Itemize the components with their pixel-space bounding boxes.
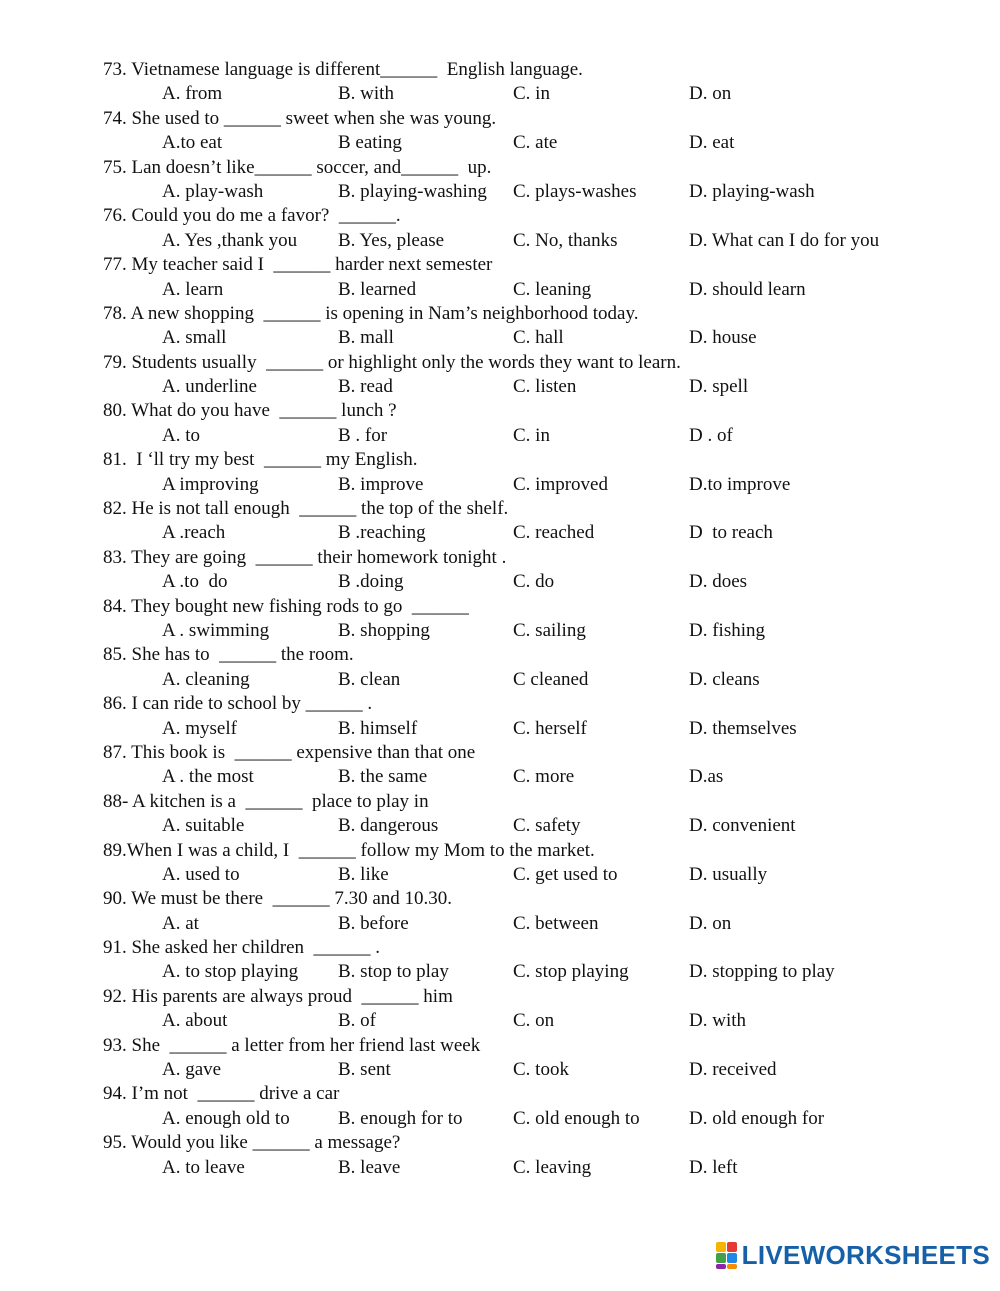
answer-option[interactable]: A. enough old to (162, 1107, 290, 1129)
logo-tile (727, 1253, 737, 1263)
answer-option[interactable]: D. fishing (689, 619, 765, 641)
answer-option[interactable]: B . for (338, 424, 388, 446)
answer-option[interactable]: C. No, thanks (513, 229, 618, 251)
brand-name: LIVEWORKSHEETS (741, 1239, 990, 1270)
answer-option[interactable]: C. safety (513, 815, 581, 837)
answer-option[interactable]: A. myself (162, 717, 237, 739)
answer-option[interactable]: D. left (689, 1156, 738, 1178)
answer-option[interactable]: B. mall (338, 327, 394, 349)
logo-tile (727, 1264, 737, 1269)
answer-option[interactable]: B. improve (338, 473, 424, 495)
question-stem: 92. His parents are always proud ______ him (103, 985, 453, 1007)
answer-options (0, 717, 1000, 741)
answer-option[interactable]: B. dangerous (338, 815, 439, 837)
answer-option[interactable]: D. old enough for (689, 1107, 825, 1129)
answer-option[interactable]: D. convenient (689, 815, 796, 837)
answer-option[interactable]: A. suitable (162, 815, 245, 837)
answer-option[interactable]: B. read (338, 376, 393, 398)
question-stem: 85. She has to ______ the room. (103, 644, 354, 666)
answer-option[interactable]: D. What can I do for you (689, 229, 880, 251)
answer-options (0, 326, 1000, 350)
answer-option[interactable]: C. listen (513, 376, 577, 398)
answer-options (0, 473, 1000, 497)
liveworksheets-logo-icon (716, 1242, 737, 1269)
answer-option[interactable]: D. does (689, 571, 748, 593)
answer-option[interactable]: A. to stop playing (162, 961, 299, 983)
answer-option[interactable]: C. do (513, 571, 555, 593)
answer-option[interactable]: C. get used to (513, 863, 618, 885)
answer-option[interactable]: A. to leave (162, 1156, 245, 1178)
answer-option[interactable]: D. house (689, 327, 757, 349)
answer-option[interactable]: A . the most (162, 766, 254, 788)
logo-tile (727, 1242, 737, 1252)
answer-options (0, 1107, 1000, 1131)
answer-option[interactable]: C. plays-washes (513, 180, 637, 202)
answer-option[interactable]: C. on (513, 1010, 555, 1032)
answer-option[interactable]: A .to do (162, 571, 228, 593)
question-stem: 83. They are going ______ their homework tonight . (103, 546, 507, 568)
answer-option[interactable]: C. took (513, 1059, 569, 1081)
question-stem: 75. Lan doesn’t like______ soccer, and______ up. (103, 156, 492, 178)
answer-option[interactable]: C. stop playing (513, 961, 629, 983)
question-stem: 81. I ‘ll try my best ______ my English. (103, 449, 418, 471)
question-stem: 87. This book is ______ expensive than that one (103, 741, 476, 763)
question-stem: 79. Students usually ______ or highlight only the words they want to learn. (103, 351, 681, 373)
answer-options (0, 424, 1000, 448)
answer-option[interactable]: B .doing (338, 571, 404, 593)
question-stem: 94. I’m not ______ drive a car (103, 1083, 340, 1105)
answer-option[interactable]: D. eat (689, 132, 735, 154)
worksheet (0, 58, 1000, 1180)
answer-option[interactable]: D. should learn (689, 278, 806, 300)
answer-option[interactable]: D to reach (689, 522, 773, 544)
question-stem: 90. We must be there ______ 7.30 and 10.30. (103, 888, 453, 910)
answer-options (0, 131, 1000, 155)
answer-option[interactable]: A .reach (162, 522, 226, 544)
answer-option[interactable]: B. leave (338, 1156, 401, 1178)
answer-option[interactable]: B. himself (338, 717, 418, 739)
answer-option[interactable]: D. stopping to play (689, 961, 835, 983)
answer-option[interactable]: C. reached (513, 522, 595, 544)
answer-options (0, 1156, 1000, 1180)
question-stem: 78. A new shopping ______ is opening in Nam’s neighborhood today. (103, 302, 639, 324)
answer-option[interactable]: C. ate (513, 132, 558, 154)
answer-option[interactable]: B. with (338, 83, 394, 105)
answer-option[interactable]: B. Yes, please (338, 229, 445, 251)
answer-option[interactable]: B. playing-washing (338, 180, 487, 202)
answer-option[interactable]: D. playing-wash (689, 180, 815, 202)
answer-option[interactable]: A. learn (162, 278, 224, 300)
answer-option[interactable]: C. between (513, 912, 599, 934)
logo-tile (716, 1253, 726, 1263)
answer-options (0, 912, 1000, 936)
answer-option[interactable]: C. more (513, 766, 575, 788)
answer-option[interactable]: B. enough for to (338, 1107, 463, 1129)
question-stem: 93. She ______ a letter from her friend last week (103, 1034, 481, 1056)
answer-option[interactable]: A. small (162, 327, 227, 349)
answer-option[interactable]: B eating (338, 132, 402, 154)
answer-option[interactable]: D. on (689, 83, 732, 105)
answer-options (0, 814, 1000, 838)
answer-options (0, 668, 1000, 692)
answer-option[interactable]: A . swimming (162, 619, 270, 641)
logo-tile (716, 1242, 726, 1252)
logo-tile (716, 1264, 726, 1269)
answer-options (0, 180, 1000, 204)
answer-option[interactable]: C. leaving (513, 1156, 592, 1178)
answer-options (0, 960, 1000, 984)
answer-option[interactable]: A. from (162, 83, 223, 105)
question-stem: 89.When I was a child, I ______ follow my Mom to the market. (103, 839, 595, 861)
answer-option[interactable]: D. with (689, 1010, 746, 1032)
question-stem: 91. She asked her children ______ . (103, 937, 381, 959)
answer-option[interactable]: B. of (338, 1010, 376, 1032)
liveworksheets-brand (716, 1241, 990, 1269)
answer-option[interactable]: A. underline (162, 376, 257, 398)
answer-option[interactable]: A. cleaning (162, 668, 250, 690)
answer-options (0, 570, 1000, 594)
question-stem: 84. They bought new fishing rods to go ______ (103, 595, 469, 617)
answer-option[interactable]: A. gave (162, 1059, 222, 1081)
answer-option[interactable]: B. stop to play (338, 961, 449, 983)
answer-option[interactable]: B. shopping (338, 619, 430, 641)
answer-option[interactable]: B .reaching (338, 522, 426, 544)
answer-options (0, 765, 1000, 789)
answer-option[interactable]: B. clean (338, 668, 401, 690)
answer-option[interactable]: C. hall (513, 327, 564, 349)
question-stem: 86. I can ride to school by ______ . (103, 693, 373, 715)
answer-option[interactable]: A. to (162, 424, 200, 446)
answer-option[interactable]: B. learned (338, 278, 417, 300)
answer-option[interactable]: C cleaned (513, 668, 589, 690)
answer-option[interactable]: B. sent (338, 1059, 391, 1081)
answer-option[interactable]: D. cleans (689, 668, 760, 690)
answer-option[interactable]: D. usually (689, 863, 768, 885)
answer-option[interactable]: B. the same (338, 766, 428, 788)
answer-options (0, 619, 1000, 643)
answer-options (0, 229, 1000, 253)
answer-option[interactable]: A improving (162, 473, 259, 495)
answer-option[interactable]: D.as (689, 766, 724, 788)
answer-options (0, 1009, 1000, 1033)
answer-option[interactable]: C. old enough to (513, 1107, 640, 1129)
answer-option[interactable]: D.to improve (689, 473, 791, 495)
question-stem: 95. Would you like ______ a message? (103, 1132, 401, 1154)
answer-option[interactable]: D . of (689, 424, 733, 446)
question-stem: 88- A kitchen is a ______ place to play in (103, 790, 429, 812)
question-stem: 73. Vietnamese language is different______ English language. (103, 59, 583, 80)
question-stem: 82. He is not tall enough ______ the top of the shelf. (103, 498, 509, 520)
answer-option[interactable]: D. on (689, 912, 732, 934)
answer-option[interactable]: B. like (338, 863, 389, 885)
answer-option[interactable]: D. themselves (689, 717, 797, 739)
question-stem: 76. Could you do me a favor? ______. (103, 205, 401, 227)
answer-option[interactable]: C. improved (513, 473, 608, 495)
answer-option[interactable]: D. spell (689, 376, 749, 398)
answer-option[interactable]: C. herself (513, 717, 587, 739)
answer-option[interactable]: C. in (513, 83, 550, 105)
answer-option[interactable]: C. sailing (513, 619, 586, 641)
answer-option[interactable]: A. play-wash (162, 180, 264, 202)
answer-options (0, 278, 1000, 302)
answer-options (0, 521, 1000, 545)
question-stem: 74. She used to ______ sweet when she was young. (103, 107, 497, 129)
answer-option[interactable]: A.to eat (162, 132, 223, 154)
answer-option[interactable]: A. used to (162, 863, 240, 885)
question-stem: 80. What do you have ______ lunch ? (103, 400, 397, 422)
answer-option[interactable]: C. in (513, 424, 550, 446)
answer-option[interactable]: B. before (338, 912, 409, 934)
answer-option[interactable]: A. Yes ,thank you (162, 229, 298, 251)
answer-options (0, 863, 1000, 887)
answer-options (0, 82, 1000, 106)
question-stem: 77. My teacher said I ______ harder next semester (103, 254, 493, 276)
answer-option[interactable]: C. leaning (513, 278, 592, 300)
answer-options (0, 1058, 1000, 1082)
answer-option[interactable]: D. received (689, 1059, 777, 1081)
answer-option[interactable]: A. at (162, 912, 199, 934)
answer-option[interactable]: A. about (162, 1010, 228, 1032)
answer-options (0, 375, 1000, 399)
